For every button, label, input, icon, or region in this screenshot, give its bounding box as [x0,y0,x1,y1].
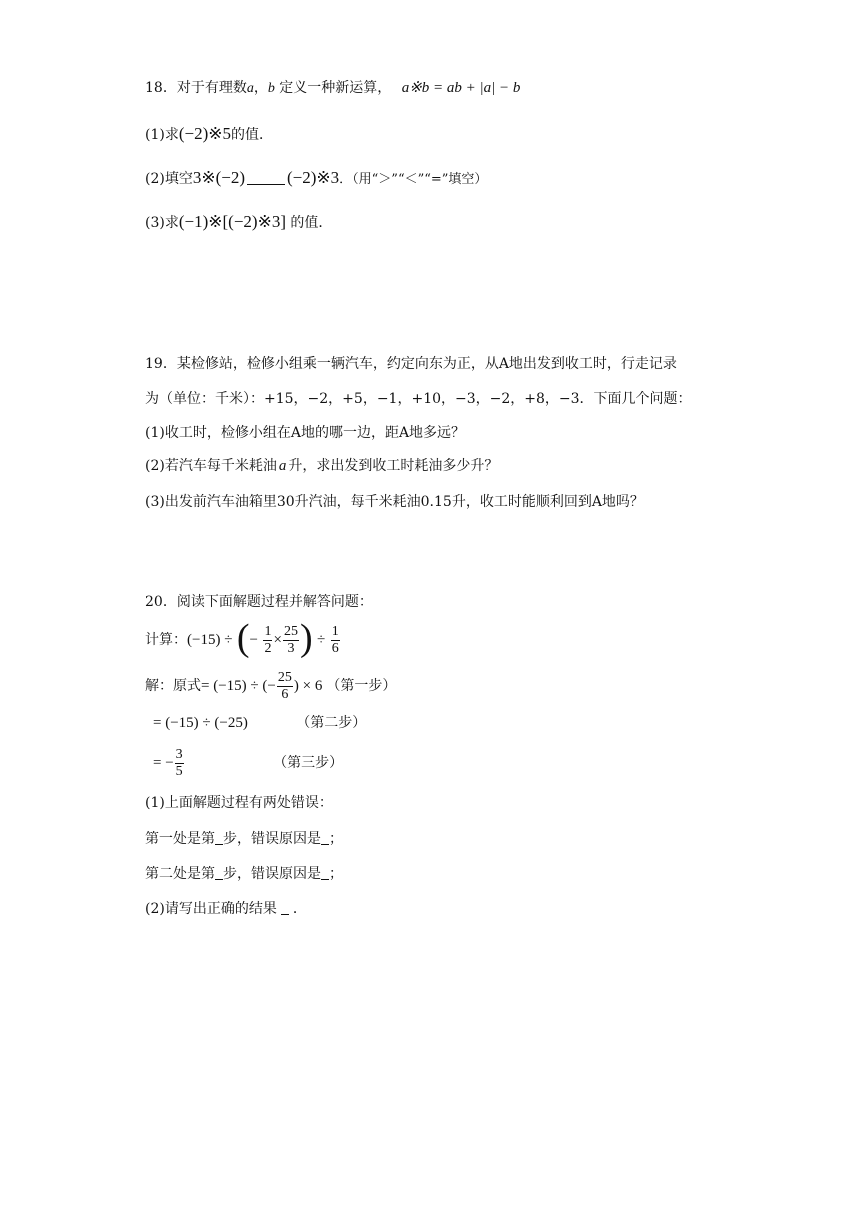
q20-title: 20．阅读下面解题过程并解答问题： [145,594,373,610]
error-text: ； [329,831,343,847]
q18-intro: 对于有理数 [176,80,247,96]
error-text: ； [329,866,343,882]
answer-blank[interactable] [215,867,223,880]
q20-part1: (1)上面解题过程有两处错误： [145,795,333,811]
q18-intro2: 定义一种新运算， [274,80,392,96]
open-paren: ( [236,617,250,659]
q19-part3: (3)出发前汽车油箱里30升汽油，每千米耗油0.15升，收工时能顺利回到A地吗？ [145,494,644,510]
solution-label: 解：原式 [145,678,201,694]
q20-error2 [145,864,343,884]
q20-solution-step3 [153,745,343,781]
answer-blank[interactable] [247,170,285,185]
numerator: 25 [277,669,292,685]
denominator: 6 [281,686,289,702]
denominator: 6 [331,640,339,656]
q20-error1 [145,829,343,849]
fraction-one-sixth [331,624,340,657]
calc-label: 计算： [145,632,187,648]
part-post: 的值． [285,215,333,231]
part-label: (2) [145,171,165,187]
q18-p2-expression-right: (−2)※3 [287,168,340,187]
denominator: 5 [175,763,183,779]
fraction-one-half [263,624,272,657]
part-label: (1) [145,127,165,143]
step-label: （第二步） [296,715,367,731]
var-b: b [267,81,275,96]
minus-sign: − [249,632,259,648]
q18-comma: ， [253,80,268,96]
q18-part1 [145,124,273,145]
answer-blank[interactable] [321,832,329,845]
error-text: 步，错误原因是 [223,866,321,882]
q20-solution-step2 [153,713,366,733]
q19-stem-line2: 为（单位：千米）：+15，−2，+5，−1，+10，−3，−2，+8，−3．下面几个问题： [145,391,692,407]
numerator: 25 [283,623,298,639]
fraction-25-3 [283,624,299,657]
q18-stem [145,78,520,99]
var-a: a [246,81,254,96]
close-paren: ) [299,617,313,659]
var-a: a [278,458,287,474]
fraction-25-6 [277,670,293,703]
q18-p3-expression: (−1)※[(−2)※3] [178,212,286,231]
part-text: ． [292,901,307,917]
step-label: （第一步） [326,678,397,694]
numerator: 1 [331,623,339,639]
q18-p2-expression-left: 3※(−2) [192,168,245,187]
error-text: 步，错误原因是 [223,831,321,847]
q20-part2 [145,899,307,919]
error-text: 第一处是第 [145,831,215,847]
divide-sign: ÷ [317,632,326,648]
q18-definition: a※b = ab + |a| − b [401,80,521,96]
numerator: 3 [175,746,183,762]
denominator: 3 [287,640,295,656]
step-label: （第三步） [273,755,344,771]
part-post: 升，求出发到收工时耗油多少升？ [288,458,499,474]
fraction-3-5 [175,747,184,780]
times-sign: × [273,632,282,648]
q20-calculation [145,617,341,660]
answer-blank[interactable] [281,902,289,915]
part-text: (2)请写出正确的结果 [145,901,277,917]
part-post: 的值． [231,127,273,143]
step1-expr-a: = (−15) ÷ (− [201,678,276,694]
q20-solution-step1 [145,668,396,704]
numerator: 1 [264,623,272,639]
answer-blank[interactable] [215,832,223,845]
q18-p1-expression: (−2)※5 [178,124,231,143]
q19-part1: (1)收工时，检修小组在A地的哪一边，距A地多远？ [145,425,466,441]
part-post: ．（用“＞”“＜”“=”填空） [339,172,488,187]
part-pre: (2)若汽车每千米耗油 [145,458,277,474]
q18-number: 18． [145,80,177,96]
part-pre: 求 [164,215,179,231]
step2-expr: = (−15) ÷ (−25) [153,715,248,731]
error-text: 第二处是第 [145,866,215,882]
q18-part3 [145,212,332,233]
denominator: 2 [264,640,272,656]
step1-expr-b: ) × 6 [293,678,323,694]
calc-dividend: (−15) ÷ [187,632,233,648]
part-pre: 填空 [164,171,193,187]
part-label: (3) [145,215,165,231]
q18-part2 [145,168,487,190]
step3-expr: = − [153,755,174,771]
q19-stem-line1: 19．某检修站，检修小组乘一辆汽车，约定向东为正，从A地出发到收工时，行走记录 [145,356,677,372]
answer-blank[interactable] [321,867,329,880]
part-pre: 求 [164,127,179,143]
q19-part2 [145,456,498,476]
